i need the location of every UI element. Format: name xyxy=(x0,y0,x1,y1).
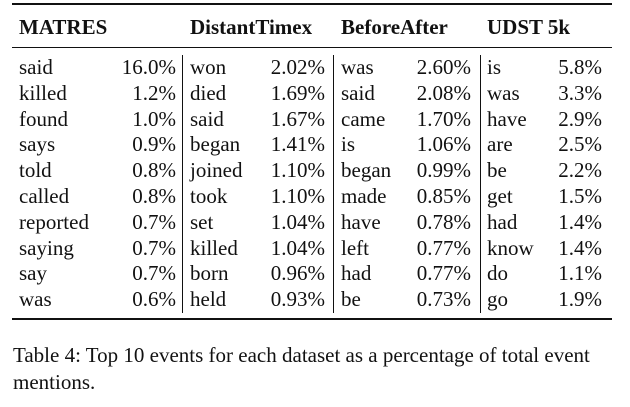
event-percentage: 3.3% xyxy=(558,80,602,105)
event-percentage: 1.10% xyxy=(270,158,325,183)
event-percentage: 1.4% xyxy=(558,235,602,260)
event-percentage: 1.1% xyxy=(558,261,602,286)
event-word: know xyxy=(487,235,534,260)
table-row xyxy=(0,81,630,107)
table-header-rule xyxy=(12,47,612,48)
event-percentage: 0.99% xyxy=(416,158,471,183)
event-word: was xyxy=(341,55,374,79)
table-row xyxy=(0,261,630,287)
header-matres: MATRES xyxy=(19,15,108,39)
event-word: left xyxy=(341,235,369,260)
event-word: was xyxy=(19,287,52,312)
event-percentage: 1.0% xyxy=(132,106,176,131)
table-row xyxy=(0,158,630,184)
event-word: set xyxy=(190,209,214,234)
event-word: took xyxy=(190,183,228,208)
event-percentage: 1.4% xyxy=(558,209,602,234)
event-percentage: 0.8% xyxy=(132,183,176,208)
event-word: called xyxy=(19,183,70,208)
table-row xyxy=(0,107,630,133)
event-word: say xyxy=(19,261,47,286)
table-bottom-rule xyxy=(12,318,612,320)
event-percentage: 1.04% xyxy=(270,235,325,260)
event-percentage: 5.8% xyxy=(558,55,602,79)
table-row xyxy=(0,55,630,81)
event-word: said xyxy=(341,80,375,105)
event-word: killed xyxy=(190,235,238,260)
event-word: saying xyxy=(19,235,74,260)
event-word: have xyxy=(487,106,527,131)
event-percentage: 0.96% xyxy=(270,261,325,286)
event-word: won xyxy=(190,55,227,79)
event-word: have xyxy=(341,209,381,234)
table-row xyxy=(0,184,630,210)
event-word: died xyxy=(190,80,227,105)
event-word: are xyxy=(487,132,513,157)
event-percentage: 0.77% xyxy=(416,261,471,286)
header-distanttimex: DistantTimex xyxy=(190,15,313,39)
event-percentage: 2.5% xyxy=(558,132,602,157)
event-word: reported xyxy=(19,209,89,234)
event-percentage: 0.7% xyxy=(132,209,176,234)
event-word: joined xyxy=(190,158,243,183)
event-word: began xyxy=(341,158,392,183)
event-percentage: 0.78% xyxy=(416,209,471,234)
table-top-rule xyxy=(12,3,612,5)
event-percentage: 2.9% xyxy=(558,106,602,131)
event-percentage: 0.77% xyxy=(416,235,471,260)
event-word: get xyxy=(487,183,513,208)
event-percentage: 0.7% xyxy=(132,261,176,286)
table-row xyxy=(0,236,630,262)
event-percentage: 0.6% xyxy=(132,287,176,312)
event-word: says xyxy=(19,132,56,157)
event-percentage: 1.9% xyxy=(558,287,602,312)
event-percentage: 2.2% xyxy=(558,158,602,183)
table-row xyxy=(0,287,630,313)
event-percentage: 1.10% xyxy=(270,183,325,208)
table-caption: Table 4: Top 10 events for each dataset as a percentage of total event mentions. xyxy=(13,343,590,394)
event-percentage: 1.2% xyxy=(132,80,176,105)
event-percentage: 1.67% xyxy=(270,106,325,131)
table-body xyxy=(0,55,630,313)
event-word: made xyxy=(341,183,387,208)
event-percentage: 0.85% xyxy=(416,183,471,208)
header-beforeafter: BeforeAfter xyxy=(341,15,448,39)
event-percentage: 2.08% xyxy=(416,80,471,105)
event-word: born xyxy=(190,261,229,286)
event-percentage: 1.70% xyxy=(416,106,471,131)
event-percentage: 2.02% xyxy=(270,55,325,79)
event-percentage: 0.93% xyxy=(270,287,325,312)
event-word: had xyxy=(341,261,372,286)
event-word: had xyxy=(487,209,518,234)
table-row xyxy=(0,132,630,158)
event-percentage: 0.73% xyxy=(416,287,471,312)
table-row xyxy=(0,210,630,236)
event-word: killed xyxy=(19,80,67,105)
event-word: held xyxy=(190,287,227,312)
event-word: is xyxy=(341,132,356,157)
event-word: go xyxy=(487,287,508,312)
event-word: said xyxy=(190,106,224,131)
event-percentage: 1.04% xyxy=(270,209,325,234)
event-percentage: 0.7% xyxy=(132,235,176,260)
event-percentage: 0.8% xyxy=(132,158,176,183)
event-word: be xyxy=(487,158,507,183)
event-word: is xyxy=(487,55,502,79)
event-percentage: 1.5% xyxy=(558,183,602,208)
event-word: was xyxy=(487,80,520,105)
event-word: told xyxy=(19,158,52,183)
event-word: do xyxy=(487,261,508,286)
event-percentage: 2.60% xyxy=(416,55,471,79)
event-word: said xyxy=(19,55,53,79)
event-word: began xyxy=(190,132,241,157)
event-percentage: 1.41% xyxy=(270,132,325,157)
event-percentage: 1.06% xyxy=(416,132,471,157)
event-percentage: 1.69% xyxy=(270,80,325,105)
header-udst-5k: UDST 5k xyxy=(487,15,571,39)
event-word: found xyxy=(19,106,68,131)
event-percentage: 0.9% xyxy=(132,132,176,157)
event-percentage: 16.0% xyxy=(121,55,176,79)
event-word: came xyxy=(341,106,386,131)
event-word: be xyxy=(341,287,361,312)
